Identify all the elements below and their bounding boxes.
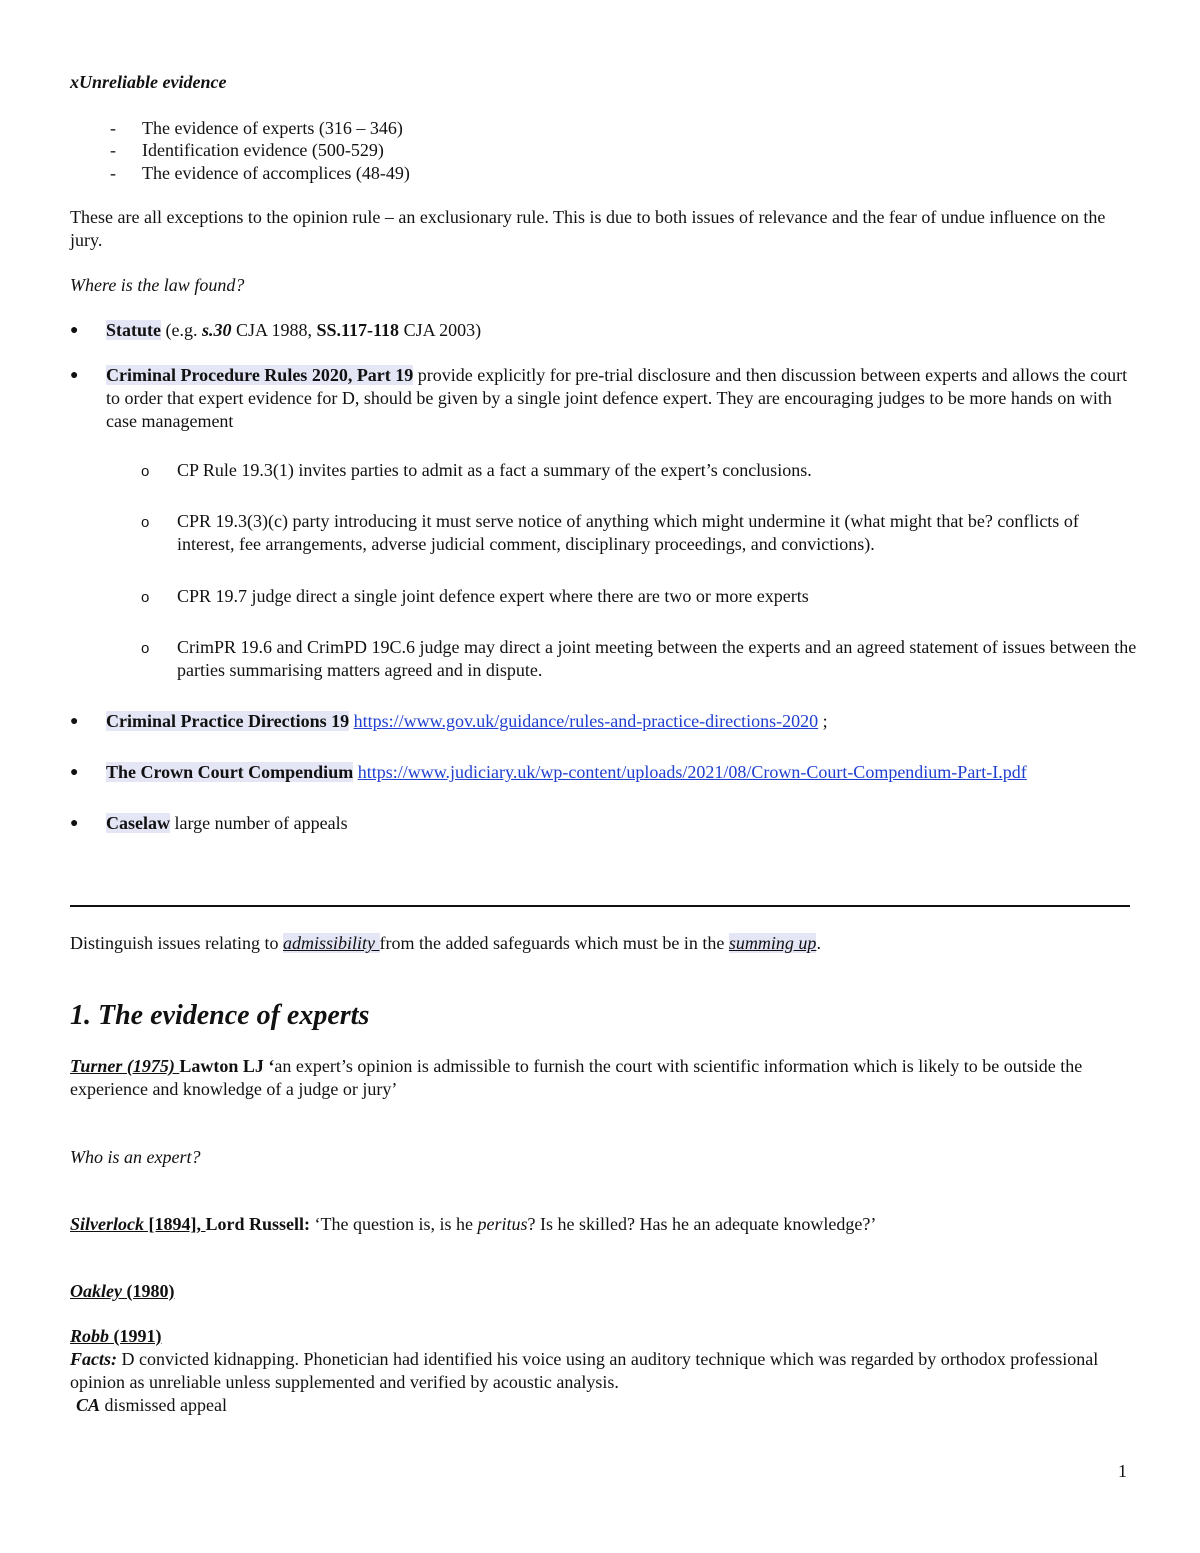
where-question: Where is the law found?: [70, 275, 245, 295]
bullet-icon: ●: [70, 816, 79, 831]
source-compendium: ● The Crown Court Compendium https://www.judiciary.uk/wp-content/uploads/2021/08/Crown-Court-Compendium-Part-I.pdf: [70, 762, 1027, 782]
source-statute: ● Statute (e.g. s.30 CJA 1988, SS.117-118 CJA 2003): [70, 320, 482, 340]
cpr-sub-item: o CP Rule 19.3(1) invites parties to admit as a fact a summary of the expert’s conclusions.: [177, 459, 1137, 482]
horizontal-divider: [70, 905, 1130, 907]
bullet-icon: ●: [70, 368, 79, 383]
bullet-icon: ●: [70, 765, 79, 780]
bullet-icon: ●: [70, 714, 79, 729]
circle-bullet-icon: o: [141, 463, 150, 480]
source-cpd: ● Criminal Practice Directions 19 https://www.gov.uk/guidance/rules-and-practice-directions-2020 ;: [70, 711, 828, 731]
section-heading: 1. The evidence of experts: [70, 1000, 370, 1031]
who-question: Who is an expert?: [70, 1147, 201, 1167]
turner-paragraph: Turner (1975) Lawton LJ ‘an expert’s opinion is admissible to furnish the court with scientific information which is likely to be outside the experience and knowledge of a judge or jury’: [70, 1056, 1083, 1099]
cpr-sub-item: o CrimPR 19.6 and CrimPD 19C.6 judge may direct a joint meeting between the experts and an agreed statement of issues between the parties summarising matters agreed and in dispute.: [141, 637, 1137, 680]
intro-paragraph: These are all exceptions to the opinion rule – an exclusionary rule. This is due to both issues of relevance and the fear of undue influence on the jury.: [70, 207, 1106, 250]
circle-bullet-icon: o: [141, 514, 150, 531]
document-title: xUnreliable evidence: [70, 72, 227, 92]
cpr-sub-item: o CPR 19.3(3)(c) party introducing it must serve notice of anything which might undermine it (what might that be? conflicts of interest, fee arrangements, adverse judicial comment, disciplinary proceedings, and convictions).: [141, 511, 1079, 554]
oakley-heading: Oakley (1980): [70, 1281, 175, 1301]
circle-bullet-icon: o: [141, 589, 150, 606]
robb-facts: Facts: D convicted kidnapping. Phonetician had identified his voice using an auditory technique which was regarded by orthodox professional opinion as unreliable unless supplemented and verified by acoustic analysis.: [70, 1349, 1099, 1392]
cpr-sub-item: o CPR 19.7 judge direct a single joint defence expert where there are two or more experts: [177, 585, 1137, 608]
source-caselaw: ● Caselaw large number of appeals: [70, 813, 348, 833]
distinguish-paragraph: Distinguish issues relating to admissibility from the added safeguards which must be in the summing up.: [70, 933, 821, 953]
page-number: 1: [1118, 1461, 1127, 1481]
compendium-link[interactable]: https://www.judiciary.uk/wp-content/uploads/2021/08/Crown-Court-Compendium-Part-I.pdf: [357, 762, 1027, 782]
silverlock-paragraph: Silverlock [1894], Lord Russell: ‘The question is, is he peritus? Is he skilled? Has he an adequate knowledge?’: [70, 1214, 877, 1234]
robb-heading: Robb (1991): [70, 1326, 162, 1346]
circle-bullet-icon: o: [141, 640, 150, 657]
bullet-icon: ●: [70, 323, 79, 338]
source-cpr: ● Criminal Procedure Rules 2020, Part 19 provide explicitly for pre-trial disclosure and then discussion between experts and allows the court to order that expert evidence for D, should be given by a single joint defence expert. They are encouraging judges to be more hands on with case management: [70, 365, 1128, 431]
cpd-link[interactable]: https://www.gov.uk/guidance/rules-and-practice-directions-2020: [353, 711, 819, 731]
robb-outcome: CA dismissed appeal: [76, 1395, 227, 1415]
document-page: xUnreliable evidence - The evidence of experts (316 – 346) - Identification evidence (500-529) - The evidence of accomplices (48-49) These are all exceptions to the opinion rule – an exclusionary rule. This is due to both issues of relevance and the fear of undue influence on the jury. Where is the law found? ● Statute (e.g. s.30 CJA 1988, SS.117-118 CJA 2003) ● Criminal Procedure Rules 2020, Part 19 provide explicitly for pre-trial disclosure and then discussion between experts and allows the court to order that expert evidence for D, should be given by a single joint defence expert. They are encouraging judges to be more hands on with case management o CP Rule 19.3(1) invites parties to admit as a fact a summary of the expert’s conclusions. o CPR 19.3(3)(c) party introducing it must serve notice of anything which might undermine it (what might that be? conflicts of interest, fee arrangements, adverse judicial comment, disciplinary proceedings, and convictions). o CPR 19.7 judge direct a single joint defence expert where there are two or more experts o CrimPR 19.6 and CrimPD 19C.6 judge may direct a joint meeting between the experts and an agreed statement of issues between the parties summarising matters agreed and in dispute. ● Criminal Practice Directions 19 https://www.gov.uk/guidance/rules-and-practice-directions-2020 ; ● The Crown Court Compendium https://www.judiciary.uk/wp-content/uploads/2021/08/Crown-Court-Compendium-Part-I.pdf ● Caselaw large number of appeals Distinguish issues relating to admissibility from the added safeguards which must be in the summing up. 1. The evidence of experts Turner (1975) Lawton LJ ‘an expert’s opinion is admissible to furnish the court with scientific information which is likely to be outside the experience and knowledge of a judge or jury’ Who is an expert? Silverlock [1894], Lord Russell: ‘The question is, is he peritus? Is he skilled? Has he an adequate knowledge?’ Oakley (1980) Robb (1991) Facts: D convicted kidnapping. Phonetician had identified his voice using an auditory technique which was regarded by orthodox professional opinion as unreliable unless supplemented and verified by acoustic analysis. CA dismissed appeal 1: [70, 72, 1137, 1481]
